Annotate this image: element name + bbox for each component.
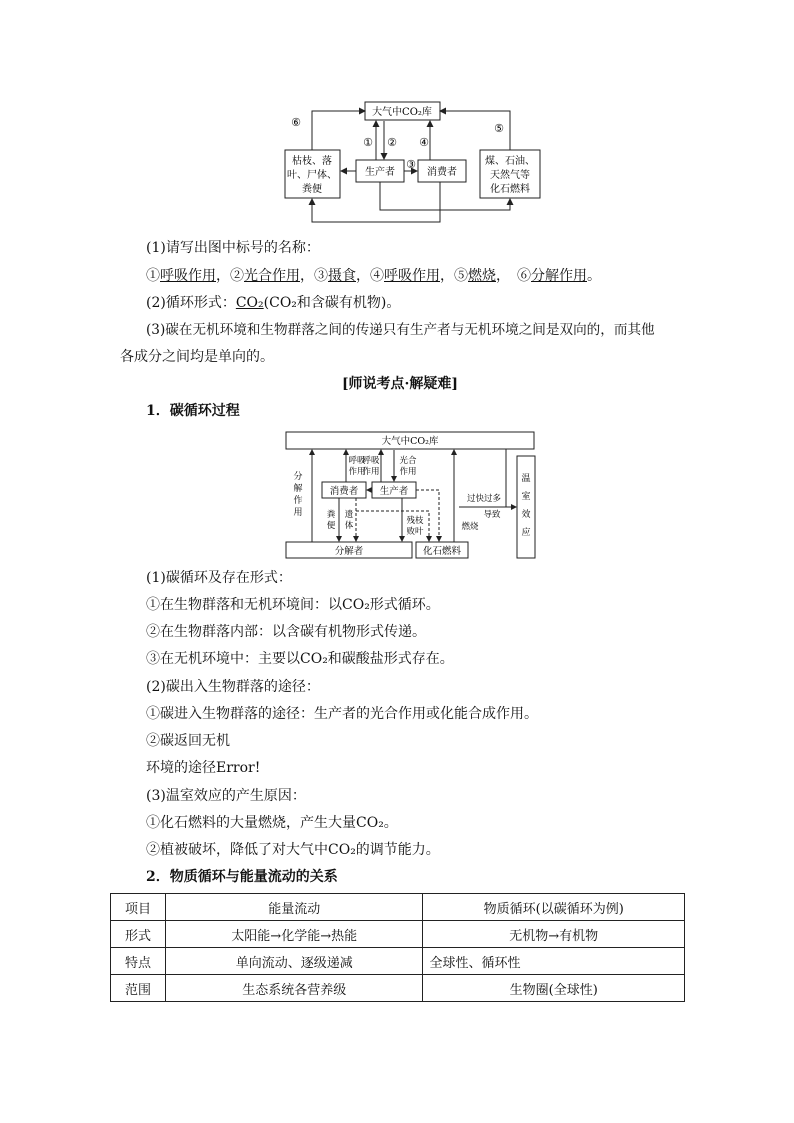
decomposer-label: 分解者 <box>334 546 364 557</box>
resp2-line-1: 呼吸 <box>362 456 380 466</box>
overfast-label: 过快过多 <box>466 494 502 504</box>
carbon-cycle-diagram-1 <box>280 98 550 226</box>
table-header-cell: 能量流动 <box>165 894 423 921</box>
producer-label: 生产者 <box>365 167 395 178</box>
table-header-row <box>111 894 685 921</box>
relationship-table <box>110 893 685 1002</box>
s3-item-1: ①化石燃料的大量燃烧，产生大量CO₂。 <box>146 815 398 831</box>
remains-char-1: 遗 <box>344 510 354 520</box>
q1-c5: ，⑤ <box>440 268 468 284</box>
litter-line-1: 枯枝、落 <box>292 156 332 167</box>
q1-c2: ，② <box>216 268 244 284</box>
s1-heading: (1)碳循环及存在形式： <box>146 570 292 586</box>
s2-item-3: 环境的途径Error! <box>146 760 261 776</box>
s3-item-2: ②植被破坏，降低了对大气中CO₂的调节能力。 <box>146 842 440 858</box>
remains-char-2: 体 <box>344 521 354 531</box>
litter-line-2: 败叶 <box>406 527 424 537</box>
decomp-char-3: 作 <box>293 496 303 506</box>
s1-item-1: ①在生物群落和无机环境间：以CO₂形式循环。 <box>146 597 440 613</box>
q1-c6: ， ⑥ <box>496 268 531 284</box>
fossil-line-3: 化石燃料 <box>490 184 530 195</box>
table-header-cell: 物质循环(以碳循环为例) <box>423 894 685 921</box>
fossil-label: 化石燃料 <box>422 546 462 557</box>
feces-char-2: 便 <box>326 521 336 531</box>
consumer-label: 消费者 <box>427 167 457 178</box>
litter-line-1: 残枝 <box>406 516 424 526</box>
q1-heading: (1)请写出图中标号的名称： <box>146 240 320 256</box>
cause-label: 导致 <box>483 510 501 520</box>
atm-label: 大气中CO₂库 <box>372 107 432 118</box>
q2-line <box>146 293 680 313</box>
litter-line-3: 粪便 <box>302 184 322 195</box>
s2-item-2: ②碳返回无机 <box>146 733 230 749</box>
s3-heading: (3)温室效应的产生原因： <box>146 788 306 804</box>
table-header-cell: 项目 <box>111 894 166 921</box>
q2-prefix: (2)循环形式： <box>146 295 236 311</box>
fossil-line-2: 天然气等 <box>490 170 530 181</box>
table-cell: 全球性、循环性 <box>423 948 685 975</box>
q1-a2: 光合作用 <box>244 268 300 284</box>
table-cell: 范围 <box>111 975 166 1002</box>
q2-rest: (CO₂和含碳有机物)。 <box>263 295 401 311</box>
photo-line-1: 光合 <box>399 456 417 466</box>
q1-c3: ，③ <box>300 268 328 284</box>
decomp-char-2: 解 <box>293 484 303 494</box>
producer-label: 生产者 <box>379 486 409 497</box>
q1-answers <box>146 266 680 286</box>
greenhouse-char-4: 应 <box>521 528 531 538</box>
s2-heading: (2)碳出入生物群落的途径： <box>146 679 320 695</box>
q1-c7: 。 <box>587 268 601 284</box>
q1-c4: ，④ <box>356 268 384 284</box>
carbon-cycle-diagram-2 <box>284 429 538 561</box>
heading-relationship: 2．物质循环与能量流动的关系 <box>146 869 338 885</box>
table-row <box>111 975 685 1002</box>
table-cell: 生物圈(全球性) <box>423 975 685 1002</box>
section-heading: [师说考点·解疑难] <box>341 376 459 392</box>
table-cell: 生态系统各营养级 <box>165 975 423 1002</box>
greenhouse-box <box>517 456 535 558</box>
resp2-line-2: 作用 <box>362 467 380 477</box>
q1-c1: ① <box>146 268 160 284</box>
table-cell: 形式 <box>111 921 166 948</box>
resp1-line-1: 呼吸 <box>348 456 366 466</box>
consumer-label: 消费者 <box>329 486 359 497</box>
resp1-line-2: 作用 <box>348 467 366 477</box>
s1-item-2: ②在生物群落内部：以含碳有机物形式传递。 <box>146 624 426 640</box>
table-row <box>111 921 685 948</box>
mark-6: ⑥ <box>291 116 301 129</box>
q1-a1: 呼吸作用 <box>160 268 216 284</box>
greenhouse-char-3: 效 <box>521 510 531 520</box>
mark-2: ② <box>387 136 397 149</box>
decomp-char-1: 分 <box>293 472 303 482</box>
mark-3: ③ <box>406 158 416 171</box>
q1-a4: 呼吸作用 <box>384 268 440 284</box>
table-cell: 太阳能→化学能→热能 <box>165 921 423 948</box>
q2-answer: CO₂ <box>235 295 264 311</box>
burn-label: 燃烧 <box>461 522 479 532</box>
table-cell: 特点 <box>111 948 166 975</box>
q1-a6: 分解作用 <box>531 268 587 284</box>
s1-item-3: ③在无机环境中：主要以CO₂和碳酸盐形式存在。 <box>146 651 454 667</box>
s2-item-1: ①碳进入生物群落的途径：生产者的光合作用或化能合成作用。 <box>146 706 538 722</box>
table-row <box>111 948 685 975</box>
greenhouse-char-2: 室 <box>521 492 531 502</box>
mark-5: ⑤ <box>494 122 504 135</box>
q1-a3: 摄食 <box>328 268 356 284</box>
heading-carbon-cycle-process: 1．碳循环过程 <box>146 403 240 419</box>
litter-line-2: 叶、尸体、 <box>287 170 337 181</box>
q3-line-1: (3)碳在无机环境和生物群落之间的传递只有生产者与无机环境之间是双向的，而其他 <box>146 322 655 338</box>
mark-1: ① <box>363 136 373 149</box>
mark-4: ④ <box>419 136 429 149</box>
greenhouse-char-1: 温 <box>521 474 531 484</box>
feces-char-1: 粪 <box>326 510 336 520</box>
q3-line-2: 各成分之间均是单向的。 <box>120 349 274 365</box>
fossil-line-1: 煤、石油、 <box>485 156 535 167</box>
decomp-char-4: 用 <box>293 508 303 518</box>
table-cell: 无机物→有机物 <box>423 921 685 948</box>
photo-line-2: 作用 <box>399 467 417 477</box>
table-cell: 单向流动、逐级递减 <box>165 948 423 975</box>
q1-a5: 燃烧 <box>468 268 496 284</box>
atm-label: 大气中CO₂库 <box>381 436 439 447</box>
